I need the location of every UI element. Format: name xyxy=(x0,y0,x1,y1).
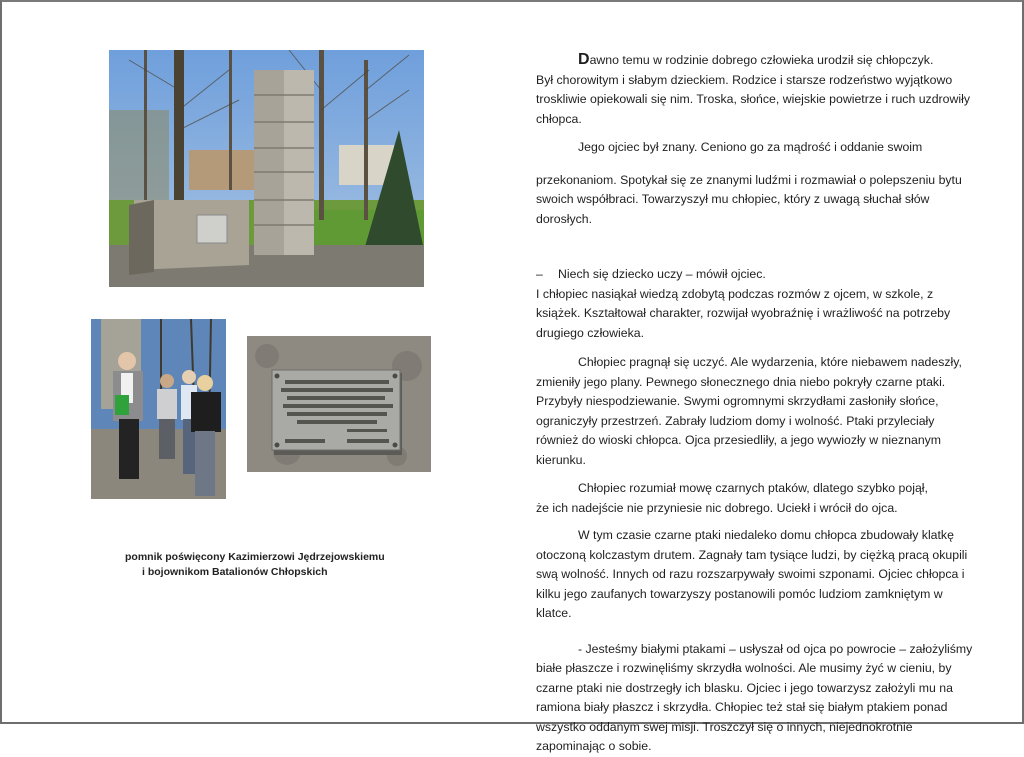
paragraph-7: W tym czasie czarne ptaki niedaleko domu chłopca zbudowały klatkę otoczoną kolczastym drutem. Zagnały tam tysiące ludzi, by ciężką pracą okupili swą wolność. Innych od razu rozszarpywały swoimi szponami. Ojciec chłopca i kilku jego zaufanych towarzyszy postanowili pomóc ludziom zamkniętym w klatce. xyxy=(536,528,968,620)
caption-line-2: i bojownikom Batalionów Chłopskich xyxy=(142,566,328,578)
plaque-photo xyxy=(247,336,431,472)
paragraph-1-body: Był chorowitym i słabym dzieckiem. Rodzice i starsze rodzeństwo wyjątkowo troskliwie opiekowali się nim. Troska, słońce, wiejskie powietrze i ruch uzdrowiły chłopca. xyxy=(536,72,970,126)
paragraph-2: Jego ojciec był znany. Ceniono go za mądrość i oddanie swoim xyxy=(578,140,923,154)
monument-photo xyxy=(109,50,424,287)
monument-image xyxy=(109,50,424,287)
paragraph-4-body: I chłopiec nasiąkał wiedzą zdobytą podczas rozmów z ojcem, w szkole, z książek. Kształtował charakter, rozwijał wyobraźnię i wrażliwość na potrzeby drugiego człowieka. xyxy=(536,286,951,340)
group-photo xyxy=(91,319,226,499)
paragraph-3: przekonaniom. Spotykał się ze znanymi ludźmi i rozmawiał o polepszeniu bytu swoich współbraci. Towarzyszył mu chłopiec, który z uwagą słuchał słów dorosłych. xyxy=(536,172,962,226)
paragraph-1 xyxy=(536,50,976,129)
paragraph-6-line-1: Chłopiec rozumiał mowę czarnych ptaków, dlatego szybko pojął, xyxy=(578,481,928,495)
dialogue-dash: – xyxy=(536,267,543,281)
group-image xyxy=(91,319,226,499)
dialogue-line xyxy=(536,265,976,285)
photo-caption xyxy=(125,550,385,580)
paragraph-8: - Jesteśmy białymi ptakami – usłyszał od ojca po powrocie – założyliśmy białe płaszcze i rozwinęliśmy skrzydła wolności. Ale musimy żyć w cieniu, by czarne ptaki nie dostrzegły ich blasku. Ojciec i jego towarzysz założyli mu na ramiona biały płaszcz i skrzydła. Chłopiec też stał się białym ptakiem ponad wszystko oddanym swej misji. Troszczył się o innych, niejednokrotnie zapominając o sobie. xyxy=(536,641,973,753)
paragraph-6-line-2: że ich nadejście nie przyniesie nic dobrego. Uciekł i wrócił do ojca. xyxy=(536,500,898,515)
paragraph-6 xyxy=(536,479,976,518)
paragraph-5: Chłopiec pragnął się uczyć. Ale wydarzenia, które niebawem nadeszły, zmieniły jego plany. Pewnego słonecznego dnia niebo pokryły czarne ptaki. Przybyły niespodziewanie. Swymi ogromnymi skrzydłami zasłoniły słońce, ograniczyły przestrzeń. Zabrały ludziom domy i wolność. Ptaki przyleciały również do wioski chłopca. Ojca przesiedliły, a jego wywiozły w nieznanym kierunku. xyxy=(536,355,962,467)
plaque-image xyxy=(247,336,431,472)
dialogue-quote: Niech się dziecko uczy – mówił ojciec. xyxy=(558,267,766,281)
caption-line-1: pomnik poświęcony Kazimierzowi Jędrzejowskiemu xyxy=(125,551,385,563)
drop-cap: D xyxy=(578,51,590,68)
paragraph-4 xyxy=(536,265,976,343)
paragraph-1-first-line xyxy=(536,50,976,71)
paragraph-1-opening: awno temu w rodzinie dobrego człowieka urodził się chłopczyk. xyxy=(589,53,934,67)
story-text xyxy=(536,50,976,757)
